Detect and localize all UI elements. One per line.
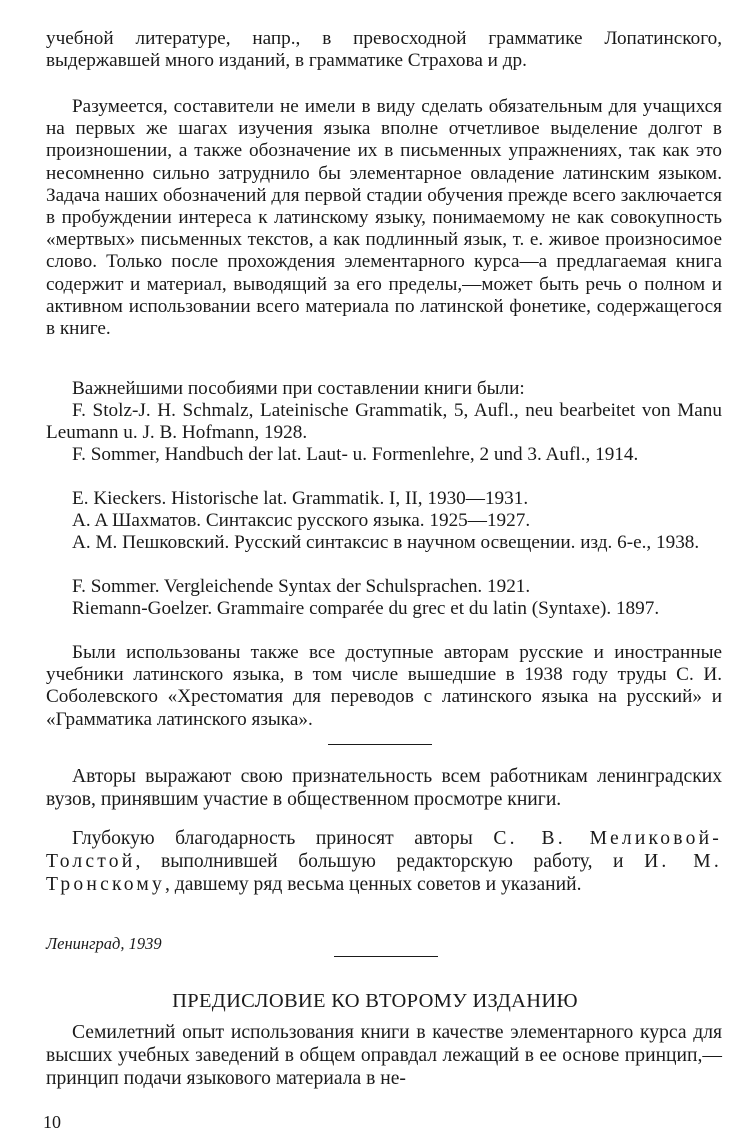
- section-divider-rule-2: [334, 956, 438, 957]
- reference-sommer-syntax: F. Sommer. Vergleichende Syntax der Schulsprachen. 1921.: [72, 576, 531, 597]
- paragraph-also-used: Были использованы также все доступные авторам русские и иностранные учебники латинского языка, в том числе вышедшие в 1938 году труды С. И. Соболевского «Хрестоматия для переводов с латинского языка на русский» и «Грамматика латинского языка».: [46, 642, 722, 730]
- reference-peshkovsky: A. M. Пешковский. Русский синтаксис в научном освещении. изд. 6-е., 1938.: [72, 532, 700, 553]
- ack-tail-text: , давшему ряд весьма ценных советов и указаний.: [164, 873, 582, 895]
- reference-shakhmatov: A. A Шахматов. Синтаксис русского языка. 1925—1927.: [72, 510, 531, 531]
- paragraph-second-edition: Семилетний опыт использования книги в качестве элементарного курса для высших учебных заведений в общем оправдал лежащий в ее основе принцип,—принцип подачи языкового материала в не-: [46, 1022, 722, 1089]
- reference-sommer-handbuch: F. Sommer, Handbuch der lat. Laut- u. Formenlehre, 2 und 3. Aufl., 1914.: [72, 444, 639, 465]
- section-heading: ПРЕДИСЛОВИЕ КО ВТОРОМУ ИЗДАНИЮ: [172, 990, 578, 1012]
- section-divider-rule: [328, 744, 432, 745]
- paragraph-acknowledgement-editors: [46, 828, 722, 896]
- ack-middle-text: , выполнившей большую редакторскую работу, и: [135, 850, 645, 872]
- paragraph-sources-intro: Важнейшими пособиями при составлении книги были:: [72, 378, 525, 399]
- reference-stolz: F. Stolz-J. H. Schmalz, Lateinische Grammatik, 5, Aufl., neu bearbeitet von Manu Leumann u. J. B. Hofmann, 1928.: [46, 400, 722, 444]
- reference-kieckers: E. Kieckers. Historische lat. Grammatik. I, II, 1930—1931.: [72, 488, 529, 509]
- paragraph-continuation: учебной литературе, напр., в превосходной грамматике Лопатинского, выдержавшей много изданий, в грамматике Страхова и др.: [46, 28, 722, 72]
- reviewer-name-tronsky: И. М. Тронскому: [46, 850, 722, 895]
- place-and-date: Ленинград, 1939: [46, 934, 162, 953]
- editor-name-melikova: С. В. Меликовой-Толстой: [46, 828, 722, 872]
- reference-riemann-goelzer: Riemann-Goelzer. Grammaire comparée du grec et du latin (Syntaxe). 1897.: [72, 598, 660, 619]
- ack-lead-text: Глубокую благодарность приносят авторы: [72, 828, 494, 849]
- paragraph-long-vowels: Разумеется, составители не имели в виду сделать обязательным для учащихся на первых же шагах изучения языка вполне отчетливое выделение долгот в произношении, а также обозначение их в письменных упражнениях, так как это несомненно сильно затруднило бы элементарное овладение латинским языком. Задача наших обозначений для первой стадии обучения прежде всего заключается в пробуждении интереса к латинскому языку, понимаемому не как совокупность «мертвых» письменных текстов, а как подлинный язык, т. е. живое произносимое слово. Только после прохождения элементарного курса—а предлагаемая книга содержит и материал, выводящий за его пределы,—может быть речь о полном и активном использовании всего материала по латинской фонетике, содержащегося в книге.: [46, 96, 722, 340]
- page-number: 10: [43, 1112, 61, 1132]
- paragraph-acknowledgement-readers: Авторы выражают свою признательность всем работникам ленинградских вузов, принявшим участие в общественном просмотре книги.: [46, 766, 722, 810]
